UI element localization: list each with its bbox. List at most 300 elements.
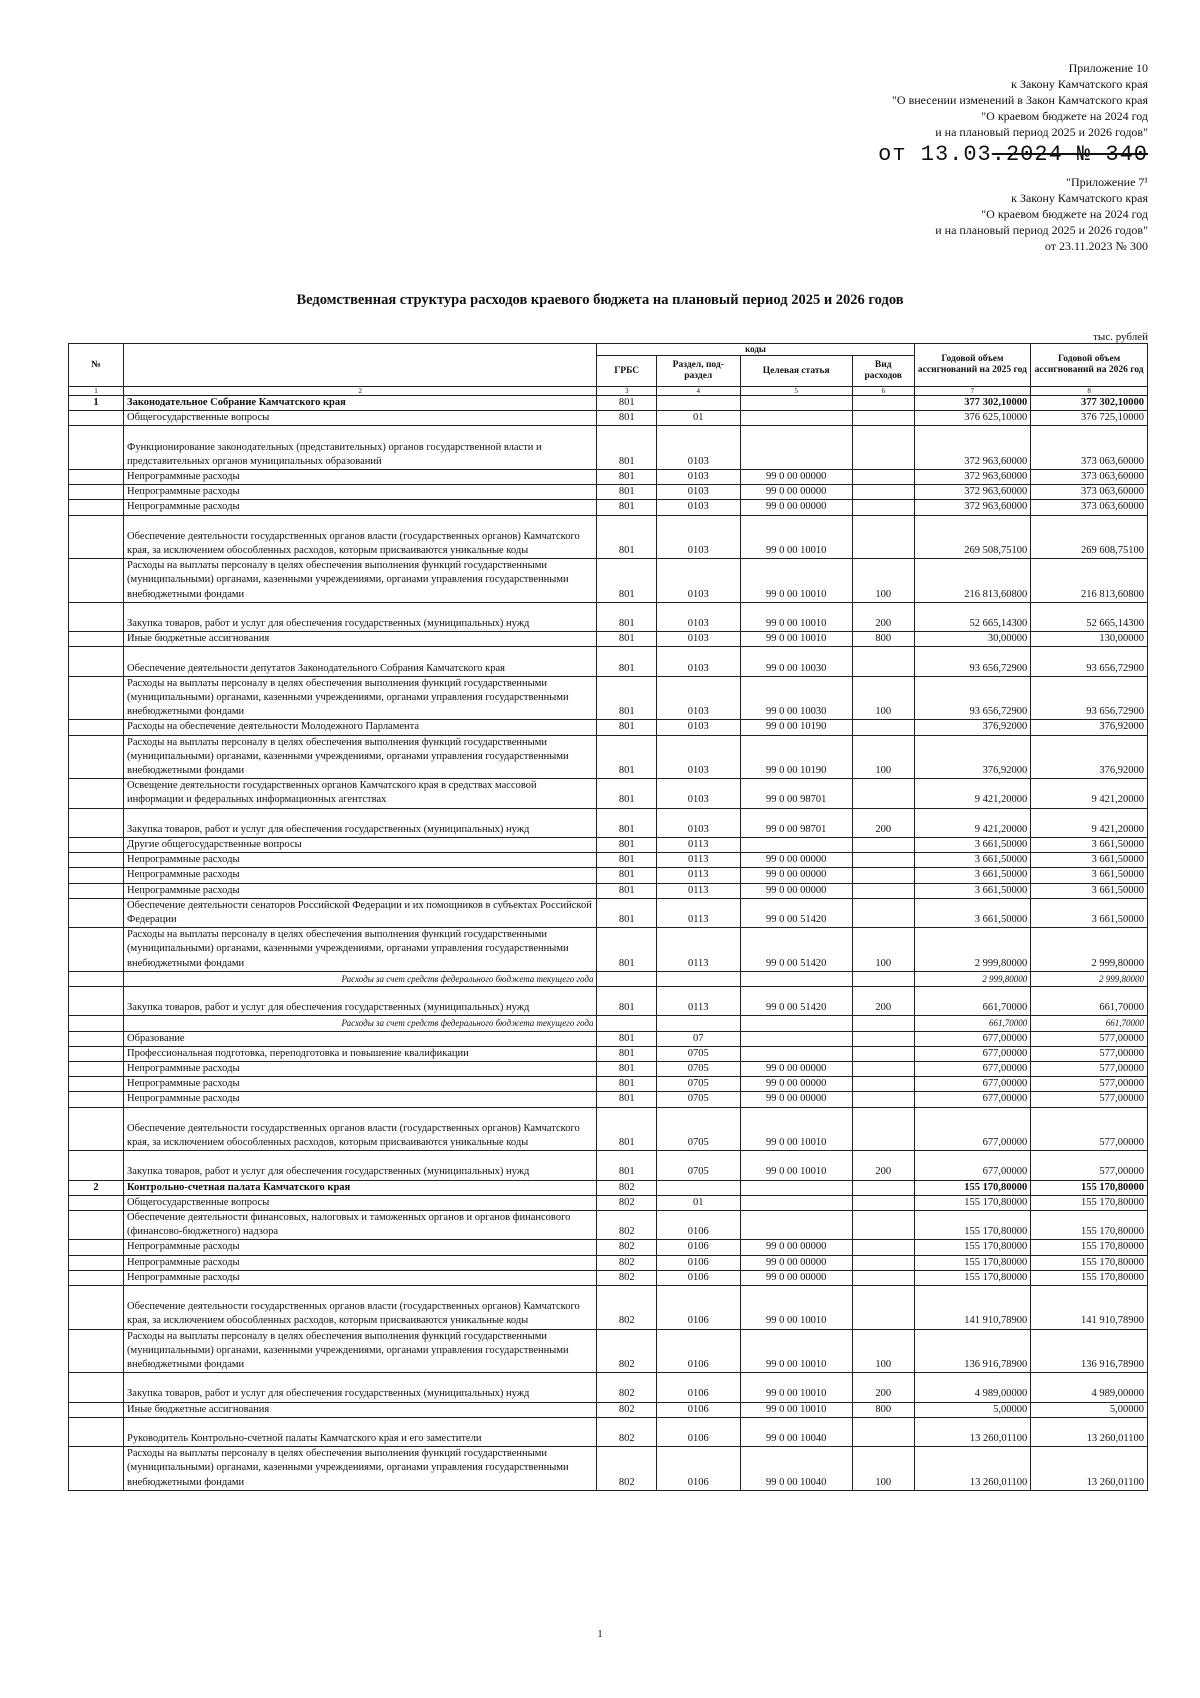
- row-amount-2025: 372 963,60000: [914, 500, 1031, 515]
- row-name: Обеспечение деятельности финансовых, налоговых и таможенных органов и органов финансового (финансово-бюджетного) надзора: [124, 1211, 597, 1240]
- row-grbs: 802: [597, 1195, 656, 1210]
- row-razdel: [656, 971, 740, 986]
- row-amount-2025: 3 661,50000: [914, 853, 1031, 868]
- row-expense-type: 100: [852, 559, 914, 603]
- row-razdel: 0113: [656, 883, 740, 898]
- table-row: [69, 1211, 1148, 1240]
- row-razdel: 0113: [656, 928, 740, 972]
- row-name: Непрограммные расходы: [124, 500, 597, 515]
- row-grbs: 801: [597, 853, 656, 868]
- row-amount-2026: 577,00000: [1031, 1151, 1148, 1180]
- row-razdel: 0113: [656, 838, 740, 853]
- table-row: [69, 971, 1148, 986]
- row-amount-2026: 5,00000: [1031, 1402, 1148, 1417]
- row-grbs: 801: [597, 1107, 656, 1151]
- row-grbs: 801: [597, 808, 656, 837]
- row-amount-2025: 372 963,60000: [914, 426, 1031, 470]
- row-amount-2025: 377 302,10000: [914, 396, 1031, 411]
- row-target-article: 99 0 00 10010: [740, 559, 852, 603]
- row-target-article: [740, 1180, 852, 1195]
- date-number-stamp: [878, 142, 1148, 168]
- row-number: [69, 1046, 124, 1061]
- row-grbs: 801: [597, 868, 656, 883]
- row-number: [69, 632, 124, 647]
- row-number: [69, 411, 124, 426]
- table-header: [69, 344, 1148, 396]
- row-target-article: 99 0 00 10030: [740, 676, 852, 720]
- table-row: [69, 1270, 1148, 1285]
- row-razdel: 0103: [656, 735, 740, 779]
- row-grbs: 801: [597, 720, 656, 735]
- row-amount-2025: 52 665,14300: [914, 602, 1031, 631]
- row-number: [69, 735, 124, 779]
- row-target-article: 99 0 00 10010: [740, 1373, 852, 1402]
- row-name: Непрограммные расходы: [124, 1092, 597, 1107]
- row-expense-type: 200: [852, 602, 914, 631]
- table-row: [69, 1016, 1148, 1031]
- row-target-article: 99 0 00 10040: [740, 1447, 852, 1491]
- col-name-header: [124, 344, 597, 387]
- col-grbs-header: ГРБС: [597, 356, 656, 387]
- table-row: [69, 1240, 1148, 1255]
- row-grbs: 801: [597, 883, 656, 898]
- row-target-article: 99 0 00 10190: [740, 720, 852, 735]
- col-2025-header: Годовой объем ассигнований на 2025 год: [914, 344, 1031, 387]
- row-razdel: 0106: [656, 1447, 740, 1491]
- row-number: [69, 1195, 124, 1210]
- row-name: Расходы на выплаты персоналу в целях обеспечения выполнения функций государственными (муниципальными) органами, казенными учреждениями, органами управления государственными внебюджетными фондами: [124, 928, 597, 972]
- row-grbs: 802: [597, 1286, 656, 1330]
- row-name: Непрограммные расходы: [124, 1255, 597, 1270]
- table-row: [69, 676, 1148, 720]
- row-expense-type: [852, 515, 914, 559]
- row-amount-2026: 141 910,78900: [1031, 1286, 1148, 1330]
- row-razdel: 0113: [656, 898, 740, 927]
- row-amount-2026: 377 302,10000: [1031, 396, 1148, 411]
- table-row: [69, 632, 1148, 647]
- row-amount-2025: 141 910,78900: [914, 1286, 1031, 1330]
- row-name: Закупка товаров, работ и услуг для обеспечения государственных (муниципальных) нужд: [124, 602, 597, 631]
- row-expense-type: 200: [852, 987, 914, 1016]
- row-razdel: 0705: [656, 1077, 740, 1092]
- row-number: 1: [69, 396, 124, 411]
- row-expense-type: [852, 898, 914, 927]
- row-name: Расходы на выплаты персоналу в целях обеспечения выполнения функций государственными (муниципальными) органами, казенными учреждениями, органами управления государственными внебюджетными фондами: [124, 735, 597, 779]
- row-expense-type: [852, 1062, 914, 1077]
- row-grbs: 802: [597, 1373, 656, 1402]
- row-target-article: 99 0 00 00000: [740, 853, 852, 868]
- row-name: Контрольно-счетная палата Камчатского края: [124, 1180, 597, 1195]
- row-name: Непрограммные расходы: [124, 883, 597, 898]
- row-razdel: 0103: [656, 676, 740, 720]
- row-razdel: 0106: [656, 1270, 740, 1285]
- row-amount-2026: 577,00000: [1031, 1107, 1148, 1151]
- row-grbs: 802: [597, 1417, 656, 1446]
- row-grbs: 801: [597, 647, 656, 676]
- row-razdel: 0103: [656, 559, 740, 603]
- table-row: [69, 485, 1148, 500]
- row-amount-2025: 376,92000: [914, 735, 1031, 779]
- row-grbs: 801: [597, 559, 656, 603]
- row-expense-type: [852, 1016, 914, 1031]
- row-amount-2026: 373 063,60000: [1031, 470, 1148, 485]
- row-name: Непрограммные расходы: [124, 1077, 597, 1092]
- row-amount-2025: 9 421,20000: [914, 808, 1031, 837]
- row-name: Образование: [124, 1031, 597, 1046]
- row-grbs: 801: [597, 470, 656, 485]
- row-grbs: 801: [597, 735, 656, 779]
- row-number: [69, 1211, 124, 1240]
- row-grbs: 801: [597, 426, 656, 470]
- row-name: Закупка товаров, работ и услуг для обеспечения государственных (муниципальных) нужд: [124, 808, 597, 837]
- row-number: [69, 1062, 124, 1077]
- row-number: [69, 868, 124, 883]
- row-amount-2025: 9 421,20000: [914, 779, 1031, 808]
- row-amount-2026: 13 260,01100: [1031, 1417, 1148, 1446]
- row-amount-2025: 216 813,60800: [914, 559, 1031, 603]
- stamp-date-struck: .2024 № 340: [991, 142, 1148, 167]
- row-name: Расходы на обеспечение деятельности Молодежного Парламента: [124, 720, 597, 735]
- table-row: [69, 883, 1148, 898]
- row-grbs: 801: [597, 676, 656, 720]
- col-cs-header: Целевая статья: [740, 356, 852, 387]
- row-name: Непрограммные расходы: [124, 470, 597, 485]
- row-target-article: [740, 1211, 852, 1240]
- row-name: Расходы на выплаты персоналу в целях обеспечения выполнения функций государственными (муниципальными) органами, казенными учреждениями, органами управления государственными внебюджетными фондами: [124, 676, 597, 720]
- row-grbs: 801: [597, 987, 656, 1016]
- row-razdel: 0705: [656, 1046, 740, 1061]
- row-name: Обеспечение деятельности государственных органов власти (государственных органов) Камчатского края, за исключением обособленных расходов, которым присваиваются уникальные коды: [124, 515, 597, 559]
- row-amount-2026: 155 170,80000: [1031, 1195, 1148, 1210]
- row-name: Непрограммные расходы: [124, 1062, 597, 1077]
- row-expense-type: [852, 500, 914, 515]
- row-expense-type: 100: [852, 1329, 914, 1373]
- row-amount-2026: 4 989,00000: [1031, 1373, 1148, 1402]
- row-amount-2025: 677,00000: [914, 1062, 1031, 1077]
- table-row: [69, 426, 1148, 470]
- row-number: [69, 808, 124, 837]
- row-razdel: 01: [656, 411, 740, 426]
- row-expense-type: [852, 1077, 914, 1092]
- table-row: [69, 559, 1148, 603]
- row-target-article: 99 0 00 10010: [740, 1329, 852, 1373]
- row-amount-2026: 9 421,20000: [1031, 808, 1148, 837]
- row-amount-2026: 3 661,50000: [1031, 838, 1148, 853]
- row-number: [69, 1107, 124, 1151]
- row-razdel: 0106: [656, 1329, 740, 1373]
- row-grbs: 802: [597, 1329, 656, 1373]
- row-target-article: [740, 396, 852, 411]
- row-grbs: 801: [597, 1031, 656, 1046]
- row-name: Общегосударственные вопросы: [124, 411, 597, 426]
- table-row: [69, 1077, 1148, 1092]
- col-razdel-header: Раздел, под-раздел: [656, 356, 740, 387]
- row-expense-type: [852, 1046, 914, 1061]
- row-amount-2026: 661,70000: [1031, 987, 1148, 1016]
- row-target-article: 99 0 00 10010: [740, 1402, 852, 1417]
- row-name: Обеспечение деятельности сенаторов Российской Федерации и их помощников в субъектах Российской Федерации: [124, 898, 597, 927]
- row-name: Профессиональная подготовка, переподготовка и повышение квалификации: [124, 1046, 597, 1061]
- row-name: Законодательное Собрание Камчатского края: [124, 396, 597, 411]
- row-amount-2025: 155 170,80000: [914, 1195, 1031, 1210]
- row-number: [69, 1031, 124, 1046]
- row-razdel: 07: [656, 1031, 740, 1046]
- row-razdel: 0103: [656, 426, 740, 470]
- row-target-article: 99 0 00 00000: [740, 1062, 852, 1077]
- row-expense-type: 200: [852, 1151, 914, 1180]
- row-number: [69, 1016, 124, 1031]
- row-grbs: 802: [597, 1270, 656, 1285]
- table-row: [69, 1329, 1148, 1373]
- row-grbs: 801: [597, 1046, 656, 1061]
- row-grbs: 801: [597, 396, 656, 411]
- row-expense-type: [852, 1107, 914, 1151]
- row-amount-2025: 269 508,75100: [914, 515, 1031, 559]
- row-amount-2026: 9 421,20000: [1031, 779, 1148, 808]
- row-amount-2025: 372 963,60000: [914, 470, 1031, 485]
- table-row: [69, 1180, 1148, 1195]
- row-number: [69, 647, 124, 676]
- row-target-article: 99 0 00 10010: [740, 602, 852, 631]
- row-target-article: 99 0 00 51420: [740, 898, 852, 927]
- row-target-article: 99 0 00 10010: [740, 1107, 852, 1151]
- row-expense-type: [852, 1240, 914, 1255]
- row-grbs: [597, 971, 656, 986]
- row-amount-2025: 5,00000: [914, 1402, 1031, 1417]
- page-number: 1: [597, 1628, 603, 1640]
- appendix-lines-original: [878, 174, 1148, 254]
- row-name: Обеспечение деятельности государственных органов власти (государственных органов) Камчатского края, за исключением обособленных расходов, которым присваиваются уникальные коды: [124, 1286, 597, 1330]
- row-amount-2026: 2 999,80000: [1031, 971, 1148, 986]
- row-grbs: 801: [597, 602, 656, 631]
- row-amount-2025: 677,00000: [914, 1151, 1031, 1180]
- row-amount-2026: 577,00000: [1031, 1062, 1148, 1077]
- row-amount-2025: 155 170,80000: [914, 1211, 1031, 1240]
- row-target-article: [740, 1195, 852, 1210]
- table-row: [69, 868, 1148, 883]
- row-amount-2025: 2 999,80000: [914, 928, 1031, 972]
- row-name: Непрограммные расходы: [124, 1240, 597, 1255]
- row-razdel: 0106: [656, 1240, 740, 1255]
- row-expense-type: [852, 647, 914, 676]
- table-row: [69, 779, 1148, 808]
- table-row: [69, 1447, 1148, 1491]
- row-grbs: 801: [597, 1151, 656, 1180]
- row-expense-type: [852, 868, 914, 883]
- row-amount-2026: 373 063,60000: [1031, 500, 1148, 515]
- table-row: [69, 602, 1148, 631]
- row-amount-2025: 30,00000: [914, 632, 1031, 647]
- row-amount-2025: 677,00000: [914, 1031, 1031, 1046]
- row-amount-2026: 155 170,80000: [1031, 1180, 1148, 1195]
- row-amount-2026: 155 170,80000: [1031, 1270, 1148, 1285]
- header-line: Приложение 10: [1068, 61, 1148, 75]
- row-expense-type: 200: [852, 808, 914, 837]
- row-target-article: 99 0 00 10010: [740, 1151, 852, 1180]
- row-expense-type: [852, 1270, 914, 1285]
- row-number: [69, 720, 124, 735]
- row-expense-type: [852, 1195, 914, 1210]
- row-target-article: 99 0 00 00000: [740, 868, 852, 883]
- row-amount-2025: 2 999,80000: [914, 971, 1031, 986]
- table-row: [69, 1062, 1148, 1077]
- row-expense-type: [852, 1031, 914, 1046]
- row-grbs: 801: [597, 515, 656, 559]
- row-number: [69, 1447, 124, 1491]
- row-grbs: 801: [597, 411, 656, 426]
- row-amount-2026: 577,00000: [1031, 1031, 1148, 1046]
- row-amount-2025: 3 661,50000: [914, 868, 1031, 883]
- row-razdel: 0705: [656, 1151, 740, 1180]
- row-amount-2025: 155 170,80000: [914, 1240, 1031, 1255]
- row-amount-2025: 677,00000: [914, 1077, 1031, 1092]
- col-codes-header: коды: [597, 344, 914, 356]
- col-index: 3: [597, 387, 656, 396]
- row-razdel: 0705: [656, 1062, 740, 1077]
- row-target-article: [740, 971, 852, 986]
- row-expense-type: [852, 883, 914, 898]
- header-line: и на плановый период 2025 и 2026 годов": [935, 125, 1148, 139]
- row-expense-type: [852, 1255, 914, 1270]
- row-name: Другие общегосударственные вопросы: [124, 838, 597, 853]
- row-expense-type: [852, 485, 914, 500]
- row-amount-2026: 93 656,72900: [1031, 676, 1148, 720]
- row-expense-type: [852, 720, 914, 735]
- row-amount-2025: 677,00000: [914, 1046, 1031, 1061]
- row-amount-2026: 52 665,14300: [1031, 602, 1148, 631]
- row-number: [69, 1151, 124, 1180]
- row-target-article: 99 0 00 51420: [740, 928, 852, 972]
- table-row: [69, 470, 1148, 485]
- row-expense-type: 800: [852, 632, 914, 647]
- col-index: 6: [852, 387, 914, 396]
- table-row: [69, 987, 1148, 1016]
- row-target-article: 99 0 00 98701: [740, 808, 852, 837]
- table-row: [69, 1046, 1148, 1061]
- row-target-article: [740, 411, 852, 426]
- row-grbs: [597, 1016, 656, 1031]
- table-row: [69, 1255, 1148, 1270]
- row-name: Функционирование законодательных (представительных) органов государственной власти и представительных органов муниципальных образований: [124, 426, 597, 470]
- row-number: [69, 559, 124, 603]
- row-razdel: 0103: [656, 808, 740, 837]
- row-amount-2026: 3 661,50000: [1031, 853, 1148, 868]
- header-line: "О краевом бюджете на 2024 год: [981, 207, 1148, 221]
- row-grbs: 801: [597, 1062, 656, 1077]
- row-target-article: 99 0 00 98701: [740, 779, 852, 808]
- row-name: Обеспечение деятельности государственных органов власти (государственных органов) Камчатского края, за исключением обособленных расходов, которым присваиваются уникальные коды: [124, 1107, 597, 1151]
- row-expense-type: [852, 779, 914, 808]
- table-row: [69, 898, 1148, 927]
- row-grbs: 801: [597, 1092, 656, 1107]
- row-amount-2025: 3 661,50000: [914, 883, 1031, 898]
- row-razdel: [656, 1016, 740, 1031]
- row-target-article: 99 0 00 00000: [740, 1255, 852, 1270]
- row-amount-2026: 661,70000: [1031, 1016, 1148, 1031]
- row-amount-2025: 376 625,10000: [914, 411, 1031, 426]
- row-amount-2026: 216 813,60800: [1031, 559, 1148, 603]
- row-name: Непрограммные расходы: [124, 1270, 597, 1285]
- row-razdel: 0103: [656, 485, 740, 500]
- appendix-lines-current: [878, 60, 1148, 140]
- row-amount-2025: 13 260,01100: [914, 1447, 1031, 1491]
- row-razdel: 01: [656, 1195, 740, 1210]
- row-number: [69, 1255, 124, 1270]
- table-row: [69, 1286, 1148, 1330]
- row-name: Расходы на выплаты персоналу в целях обеспечения выполнения функций государственными (муниципальными) органами, казенными учреждениями, органами управления государственными внебюджетными фондами: [124, 1447, 597, 1491]
- row-name: Иные бюджетные ассигнования: [124, 1402, 597, 1417]
- row-amount-2026: 155 170,80000: [1031, 1240, 1148, 1255]
- row-grbs: 802: [597, 1447, 656, 1491]
- row-number: [69, 779, 124, 808]
- table-row: [69, 1402, 1148, 1417]
- row-number: [69, 515, 124, 559]
- table-row: [69, 853, 1148, 868]
- row-razdel: 0106: [656, 1286, 740, 1330]
- row-expense-type: 100: [852, 735, 914, 779]
- row-name: Обеспечение деятельности депутатов Законодательного Собрания Камчатского края: [124, 647, 597, 676]
- table-row: [69, 928, 1148, 972]
- row-amount-2026: 130,00000: [1031, 632, 1148, 647]
- row-number: [69, 971, 124, 986]
- row-number: [69, 898, 124, 927]
- document-title: Ведомственная структура расходов краевого бюджета на плановый период 2025 и 2026 годов: [296, 292, 904, 308]
- row-number: [69, 838, 124, 853]
- table-row: [69, 1031, 1148, 1046]
- row-amount-2026: 376,92000: [1031, 735, 1148, 779]
- row-expense-type: [852, 426, 914, 470]
- row-expense-type: [852, 411, 914, 426]
- row-amount-2025: 4 989,00000: [914, 1373, 1031, 1402]
- row-razdel: 0705: [656, 1092, 740, 1107]
- row-razdel: 0103: [656, 470, 740, 485]
- row-target-article: 99 0 00 00000: [740, 1092, 852, 1107]
- units-label: тыс. рублей: [1093, 331, 1148, 343]
- row-name: Закупка товаров, работ и услуг для обеспечения государственных (муниципальных) нужд: [124, 987, 597, 1016]
- row-number: [69, 1092, 124, 1107]
- row-name: Расходы на выплаты персоналу в целях обеспечения выполнения функций государственными (муниципальными) органами, казенными учреждениями, органами управления государственными внебюджетными фондами: [124, 559, 597, 603]
- row-amount-2026: 3 661,50000: [1031, 898, 1148, 927]
- row-name: Иные бюджетные ассигнования: [124, 632, 597, 647]
- row-grbs: 801: [597, 500, 656, 515]
- row-grbs: 801: [597, 779, 656, 808]
- col-index: 4: [656, 387, 740, 396]
- header-line: и на плановый период 2025 и 2026 годов": [935, 223, 1148, 237]
- row-grbs: 801: [597, 485, 656, 500]
- header-line: к Закону Камчатского края: [1011, 77, 1148, 91]
- row-amount-2025: 677,00000: [914, 1107, 1031, 1151]
- row-target-article: 99 0 00 51420: [740, 987, 852, 1016]
- row-amount-2026: 577,00000: [1031, 1092, 1148, 1107]
- row-target-article: 99 0 00 00000: [740, 1270, 852, 1285]
- header-line: "О внесении изменений в Закон Камчатского края: [892, 93, 1148, 107]
- row-grbs: 801: [597, 1077, 656, 1092]
- table-row: [69, 1417, 1148, 1446]
- row-grbs: 802: [597, 1402, 656, 1417]
- row-amount-2026: 93 656,72900: [1031, 647, 1148, 676]
- row-number: [69, 676, 124, 720]
- row-expense-type: 800: [852, 1402, 914, 1417]
- row-razdel: 0113: [656, 853, 740, 868]
- row-target-article: 99 0 00 00000: [740, 500, 852, 515]
- row-target-article: 99 0 00 10040: [740, 1417, 852, 1446]
- row-amount-2026: 373 063,60000: [1031, 485, 1148, 500]
- table-row: [69, 838, 1148, 853]
- row-target-article: [740, 1046, 852, 1061]
- row-amount-2025: 13 260,01100: [914, 1417, 1031, 1446]
- table-row: [69, 411, 1148, 426]
- stamp-date: от 13.03: [878, 142, 992, 167]
